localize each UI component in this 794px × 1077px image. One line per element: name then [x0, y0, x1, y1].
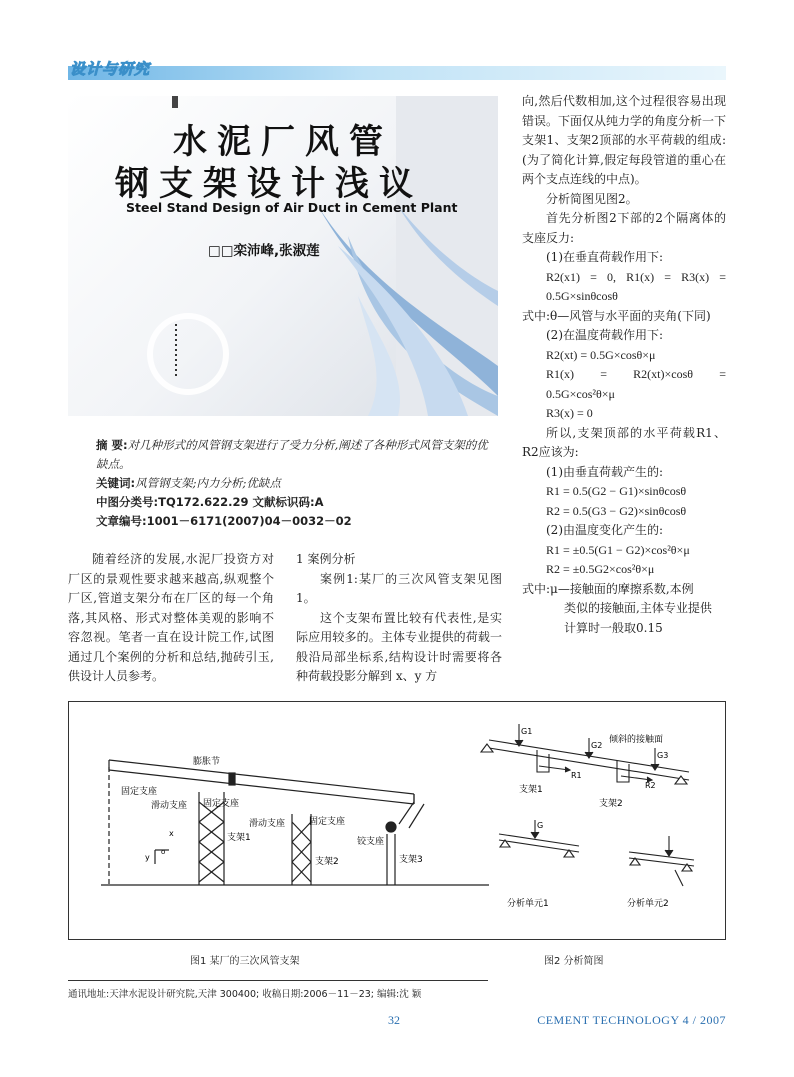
classification-line: 中图分类号:TQ172.622.29 文献标识码:A — [96, 495, 324, 509]
figure-box — [68, 701, 726, 940]
equation-6: R2 = 0.5(G3 − G2)×sinθcosθ — [546, 503, 687, 518]
mu-definition-1: 式中:μ—接触面的摩擦系数,本例 — [522, 581, 694, 596]
label-g3: G3 — [657, 751, 669, 760]
label-g2: G2 — [591, 741, 603, 750]
figure2-caption: 图2 分析简图 — [544, 956, 604, 967]
article-authors: □□栾沛峰,张淑莲 — [208, 243, 320, 259]
summary-text: 对几种形式的风管钢支架进行了受力分析,阐述了各种形式风管支架的优缺点。 — [96, 438, 488, 471]
figure1-drawing — [101, 760, 489, 885]
reaction-intro: 首先分析图2下部的2个隔离体的支座反力: — [522, 211, 726, 245]
label-axis-y: y — [145, 853, 150, 862]
label-inclined-contact: 倾斜的接触面 — [609, 735, 664, 745]
equation-3: R1(x) = R2(xt)×cosθ = 0.5G×cos²θ×μ — [546, 367, 726, 401]
label-fixed-support-b: 固定支座 — [203, 799, 240, 809]
vertical-load-label: (1)在垂直荷载作用下: — [546, 250, 664, 264]
stand3-column — [386, 822, 396, 885]
abstract-keywords — [96, 474, 496, 493]
body-column-2 — [296, 550, 502, 687]
section-label: 设计与研究 — [70, 60, 151, 78]
body-column-1 — [68, 550, 274, 687]
section-heading: 1 案例分析 — [296, 552, 356, 566]
duct-bend — [399, 802, 414, 824]
figure1-caption: 图1 某厂的三次风管支架 — [190, 956, 300, 967]
label-sliding-support-a: 滑动支座 — [151, 801, 188, 811]
stand2-head — [617, 760, 629, 782]
journal-name: CEMENT TECHNOLOGY 4 / 2007 — [537, 1013, 726, 1027]
label-sliding-support-b: 滑动支座 — [249, 819, 286, 829]
label-unit2: 分析单元2 — [627, 899, 669, 909]
equation-1: R2(x1) = 0, R1(x) = R3(x) = 0.5G×sinθcosθ — [546, 269, 726, 303]
mu-definition-2: 类似的接触面,主体专业提供 — [564, 601, 712, 615]
label-stand3: 支架3 — [399, 855, 423, 865]
label-fixed-support-a: 固定支座 — [121, 787, 158, 797]
equation-8: R2 = ±0.5G2×cos²θ×μ — [546, 562, 655, 576]
summary-label: 摘 要: — [96, 438, 128, 452]
title-banner — [68, 96, 498, 416]
label-hinged-support: 铰支座 — [357, 837, 385, 847]
theta-definition: 式中:θ—风管与水平面的夹角(下同) — [522, 308, 711, 323]
label-fixed-support-c: 固定支座 — [309, 817, 346, 827]
label-stand1: 支架1 — [227, 833, 251, 843]
label-fig2-stand2: 支架2 — [599, 799, 623, 809]
label-fig2-stand1: 支架1 — [519, 785, 543, 795]
footnote-address: 通讯地址:天津水泥设计研究院,天津 300400; 收稿日期:2006－11－23; 编辑:沈 颖 — [68, 989, 422, 1000]
vertical-source-label: (1)由垂直荷载产生的: — [546, 464, 664, 479]
equation-4: R3(x) = 0 — [546, 406, 593, 420]
intro-paragraph: 随着经济的发展,水泥厂投资方对厂区的景观性要求越来越高,纵观整个厂区,管道支架分布在厂区的每一个角落,其风格、形式对整体美观的影响不容忽视。笔者一直在设计院工作,试图通过几个案例的分析和总结,抛砖引玉,供设计人员参考。 — [68, 552, 274, 683]
figure-reference: 分析简图见图2。 — [546, 191, 638, 206]
temperature-load-label: (2)在温度荷载作用下: — [546, 328, 664, 342]
label-g1: G1 — [521, 727, 533, 736]
analysis-paragraph: 向,然后代数相加,这个过程很容易出现错误。下面仅从纯力学的角度分析一下支架1、支架2顶部的水平荷载的组成:(为了简化计算,假定每段管道的重心在两个支点连线的中点)。 — [522, 94, 727, 186]
label-r1: R1 — [571, 771, 582, 780]
equation-2: R2(xt) = 0.5G×cosθ×μ — [546, 347, 656, 362]
label-expansion-joint: 膨胀节 — [193, 757, 221, 767]
case1-paragraph: 案例1:某厂的三次风管支架见图1。 — [296, 571, 502, 605]
section-header-bar — [68, 66, 726, 80]
label-stand2: 支架2 — [315, 857, 339, 867]
footnote-rule — [68, 980, 488, 981]
article-number-line: 文章编号:1001－6171(2007)04－0032－02 — [96, 514, 352, 528]
expansion-joint-mark — [229, 773, 235, 785]
unit1-duct-top — [499, 834, 579, 846]
abstract-block — [96, 436, 496, 531]
article-title-english: Steel Stand Design of Air Duct in Cement Plant — [126, 200, 458, 215]
top-load-paragraph: 所以,支架顶部的水平荷载R1、R2应该为: — [522, 425, 726, 459]
figure2-drawing — [481, 724, 694, 886]
keywords-text: 风管钢支架;内力分析;优缺点 — [135, 476, 281, 490]
keywords-label: 关键词: — [96, 476, 136, 490]
figure-drawings — [69, 702, 725, 939]
case1-description: 这个支架布置比较有代表性,是实际应用较多的。主体专业提供的荷载一般沿局部坐标系,结构设计时需要将各种荷载投影分解到 x、y 方 — [296, 610, 502, 683]
equation-5: R1 = 0.5(G2 − G1)×sinθcosθ — [546, 484, 687, 498]
mu-definition-3: 计算时一般取0.15 — [564, 620, 663, 635]
label-axis-o: o — [161, 848, 166, 856]
article-title-line2: 钢支架设计浅议 — [115, 164, 423, 204]
temperature-source-label: (2)由温度变化产生的: — [546, 523, 664, 537]
label-unit1: 分析单元1 — [507, 899, 549, 909]
article-title-line1: 水泥厂风管 — [173, 122, 393, 162]
label-axis-x: x — [169, 829, 174, 838]
equation-7: R1 = ±0.5(G1 − G2)×cos²θ×μ — [546, 542, 690, 557]
label-g: G — [537, 821, 544, 830]
label-r2: R2 — [645, 781, 656, 790]
page-number: 32 — [388, 1013, 400, 1027]
abstract-summary — [96, 436, 496, 474]
stand1-head — [537, 750, 549, 772]
body-column-3 — [522, 92, 726, 638]
